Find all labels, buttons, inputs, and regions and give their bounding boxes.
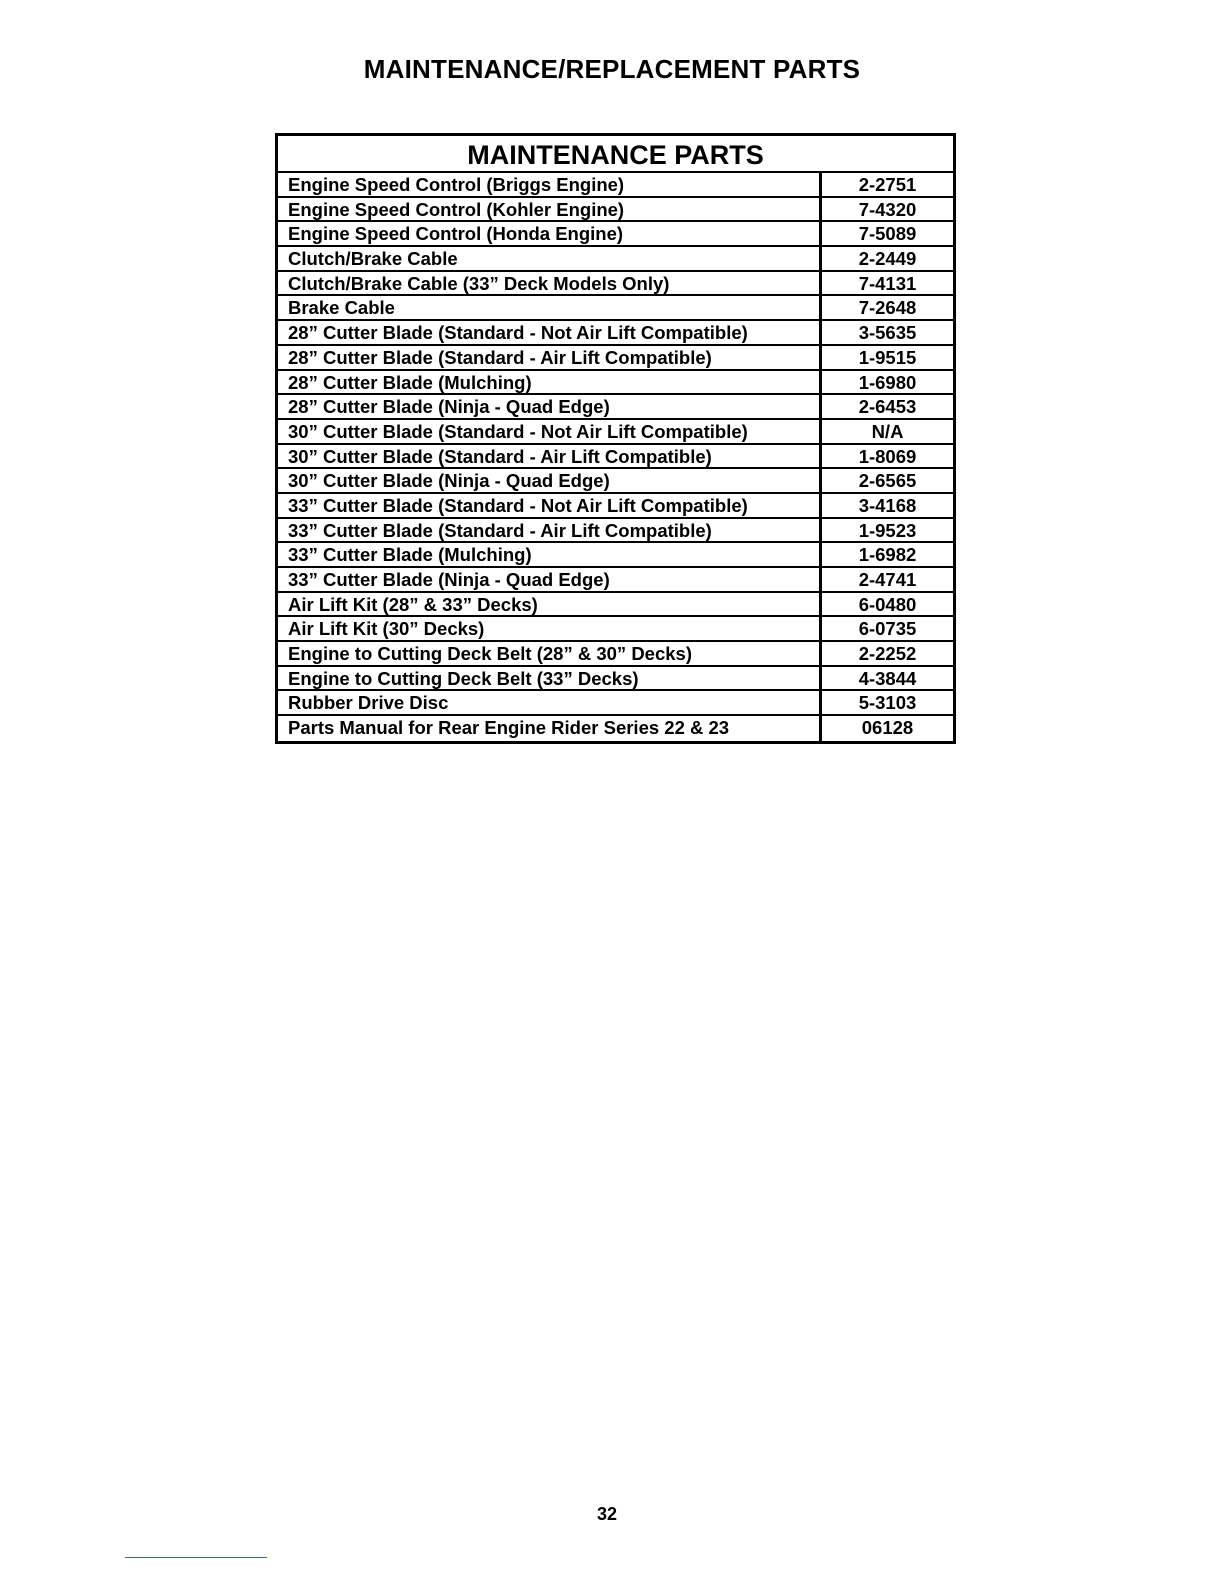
part-number: 1-8069 (858, 445, 917, 467)
part-number: 7-2648 (858, 297, 917, 319)
part-number: 6-0735 (858, 618, 917, 640)
part-description: 30” Cutter Blade (Ninja - Quad Edge) (278, 469, 822, 492)
part-number: 1-9515 (858, 346, 917, 368)
footer-rule (125, 1557, 267, 1558)
part-number: 2-6453 (858, 396, 917, 418)
part-description: Engine Speed Control (Briggs Engine) (278, 173, 822, 196)
table-body (278, 173, 953, 741)
part-description: 28” Cutter Blade (Ninja - Quad Edge) (278, 395, 822, 418)
table-row (278, 519, 953, 544)
part-number: 2-2252 (858, 643, 917, 665)
table-row (278, 469, 953, 494)
table-row (278, 445, 953, 470)
part-number: 7-4131 (858, 272, 917, 294)
part-description: Engine Speed Control (Honda Engine) (278, 222, 822, 245)
table-row (278, 716, 953, 741)
page-number: 32 (596, 1504, 618, 1524)
part-description: 33” Cutter Blade (Standard - Air Lift Compatible) (278, 519, 822, 542)
part-number: 1-9523 (858, 519, 917, 541)
part-number: 2-2751 (858, 174, 917, 195)
table-row (278, 593, 953, 618)
table-row (278, 321, 953, 346)
table-row (278, 247, 953, 272)
part-number: 3-5635 (858, 322, 917, 344)
table-row (278, 568, 953, 593)
table-row (278, 691, 953, 716)
part-description: Engine Speed Control (Kohler Engine) (278, 198, 822, 221)
table-row (278, 371, 953, 396)
part-number: N/A (871, 420, 904, 442)
part-description: Clutch/Brake Cable (278, 247, 822, 270)
part-description: Air Lift Kit (30” Decks) (278, 617, 822, 640)
table-row (278, 420, 953, 445)
part-description: 30” Cutter Blade (Standard - Air Lift Compatible) (278, 445, 822, 468)
part-description: Brake Cable (278, 296, 822, 319)
table-row (278, 667, 953, 692)
part-number: 7-4320 (858, 198, 917, 220)
maintenance-parts-table (275, 133, 956, 744)
table-row (278, 617, 953, 642)
part-description: 28” Cutter Blade (Standard - Air Lift Compatible) (278, 346, 822, 369)
part-number: 7-5089 (858, 223, 917, 245)
part-number: 1-6980 (858, 371, 917, 393)
part-description: Engine to Cutting Deck Belt (28” & 30” Decks) (278, 642, 822, 665)
table-row (278, 272, 953, 297)
part-description: Parts Manual for Rear Engine Rider Series 22 & 23 (278, 716, 822, 741)
table-heading: MAINTENANCE PARTS (278, 136, 953, 173)
part-description: 33” Cutter Blade (Standard - Not Air Lift Compatible) (278, 494, 822, 517)
table-row (278, 173, 953, 198)
table-row (278, 198, 953, 223)
table-row (278, 222, 953, 247)
part-number: 2-4741 (858, 569, 917, 590)
part-number: 4-3844 (858, 667, 917, 689)
part-number: 2-6565 (858, 470, 917, 492)
part-number: 06128 (861, 717, 914, 739)
part-number: 6-0480 (858, 593, 917, 615)
part-description: 33” Cutter Blade (Ninja - Quad Edge) (278, 568, 822, 591)
table-row (278, 543, 953, 568)
part-description: 30” Cutter Blade (Standard - Not Air Lift Compatible) (278, 420, 822, 443)
part-description: Clutch/Brake Cable (33” Deck Models Only) (278, 272, 822, 295)
part-number: 5-3103 (858, 692, 917, 714)
part-description: 28” Cutter Blade (Mulching) (278, 371, 822, 394)
page-title: MAINTENANCE/REPLACEMENT PARTS (363, 54, 861, 84)
table-row (278, 346, 953, 371)
table-row (278, 494, 953, 519)
part-description: Engine to Cutting Deck Belt (33” Decks) (278, 667, 822, 690)
part-description: Air Lift Kit (28” & 33” Decks) (278, 593, 822, 616)
part-number: 3-4168 (858, 494, 917, 516)
part-description: 28” Cutter Blade (Standard - Not Air Lift Compatible) (278, 321, 822, 344)
table-row (278, 296, 953, 321)
part-description: 33” Cutter Blade (Mulching) (278, 543, 822, 566)
part-description: Rubber Drive Disc (278, 691, 822, 714)
table-row (278, 642, 953, 667)
table-row (278, 395, 953, 420)
part-number: 2-2449 (858, 248, 917, 270)
part-number: 1-6982 (858, 544, 917, 566)
